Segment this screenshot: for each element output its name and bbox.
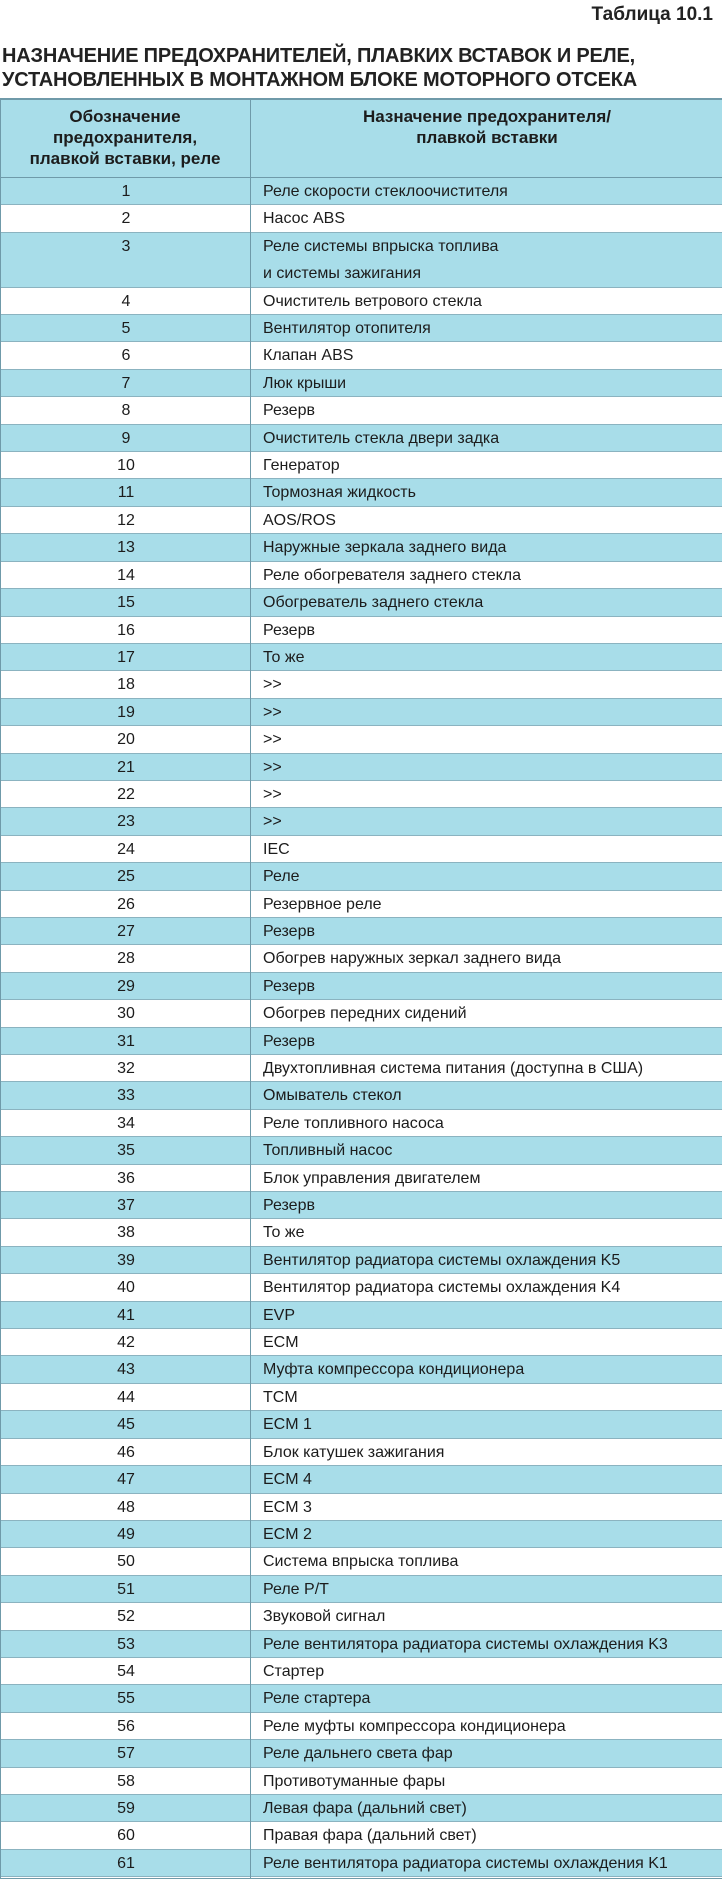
fuse-purpose: ECM 2: [263, 1525, 312, 1543]
table-row: [1, 808, 722, 835]
table-row: [1, 1137, 722, 1164]
table-row: [1, 562, 722, 589]
fuse-number: 55: [117, 1690, 135, 1708]
fuse-purpose: Вентилятор отопителя: [263, 320, 431, 338]
table-row: [1, 589, 722, 616]
fuse-number: 58: [117, 1772, 135, 1790]
fuse-number: 36: [117, 1169, 135, 1187]
table-row: [1, 534, 722, 561]
fuse-number: 35: [117, 1142, 135, 1160]
fuse-number: 3: [121, 237, 131, 255]
fuse-number: 48: [117, 1498, 135, 1516]
table-row: [1, 699, 722, 726]
fuse-purpose: >>: [263, 676, 282, 694]
title-line-1: НАЗНАЧЕНИЕ ПРЕДОХРАНИТЕЛЕЙ, ПЛАВКИХ ВСТАВОК И РЕЛЕ,: [2, 45, 635, 67]
fuse-number: 22: [117, 785, 135, 803]
table-row: [1, 836, 722, 863]
table-row: [1, 1329, 722, 1356]
table-row: [1, 1082, 722, 1109]
fuse-number: 25: [117, 868, 135, 886]
table-row: [1, 233, 722, 288]
fuse-number: 51: [117, 1580, 135, 1598]
fuse-number: 19: [117, 703, 135, 721]
table-row: [1, 1302, 722, 1329]
fuse-purpose: Реле муфты компрессора кондиционера: [263, 1717, 566, 1735]
table-row: [1, 507, 722, 534]
fuse-number: 43: [117, 1361, 135, 1379]
table-body: [1, 178, 722, 1877]
fuse-purpose: EVP: [263, 1306, 296, 1324]
fuse-purpose: Резерв: [263, 1032, 315, 1050]
fuse-number: 57: [117, 1745, 135, 1763]
table-row: [1, 973, 722, 1000]
fuse-number: 39: [117, 1251, 135, 1269]
fuse-purpose: Резерв: [263, 402, 315, 420]
fuse-number: 44: [117, 1388, 135, 1406]
fuse-purpose: Наружные зеркала заднего вида: [263, 539, 507, 557]
fuse-purpose: IEC: [263, 840, 290, 858]
fuse-number: 5: [121, 320, 131, 338]
fuse-number: 17: [117, 648, 135, 666]
table-header: [1, 98, 722, 178]
fuse-purpose: TCM: [263, 1388, 298, 1406]
table-row: [1, 671, 722, 698]
table-row: [1, 1165, 722, 1192]
fuse-purpose: Обогрев передних сидений: [263, 1005, 467, 1023]
fuse-purpose: Реле стартера: [263, 1690, 371, 1708]
fuse-purpose: >>: [263, 703, 282, 721]
fuse-number: 6: [121, 347, 131, 365]
fuse-purpose: Резерв: [263, 977, 315, 995]
fuse-purpose: >>: [263, 785, 282, 803]
fuse-number: 52: [117, 1608, 135, 1626]
fuse-purpose: Резервное реле: [263, 895, 382, 913]
table-row: [1, 1192, 722, 1219]
header-designation: [1, 106, 249, 169]
fuse-purpose: Звуковой сигнал: [263, 1608, 386, 1626]
table-row: [1, 1576, 722, 1603]
fuse-purpose: Вентилятор радиатора системы охлаждения K5: [263, 1251, 621, 1269]
table-row: [1, 1631, 722, 1658]
fuse-number: 21: [117, 758, 135, 776]
fuse-purpose: Резерв: [263, 922, 315, 940]
header-purpose: [251, 106, 723, 148]
table-row: [1, 1439, 722, 1466]
table-row: [1, 1822, 722, 1849]
fuse-number: 49: [117, 1525, 135, 1543]
fuse-purpose: То же: [263, 648, 305, 666]
fuse-purpose: Реле вентилятора радиатора системы охлаждения K1: [263, 1854, 668, 1872]
table-row: [1, 452, 722, 479]
fuse-number: 23: [117, 813, 135, 831]
fuse-purpose: Стартер: [263, 1662, 325, 1680]
table-row: [1, 1356, 722, 1383]
fuse-purpose: AOS/ROS: [263, 511, 336, 529]
fuse-purpose: Очиститель ветрового стекла: [263, 292, 482, 310]
fuse-purpose: Правая фара (дальний свет): [263, 1827, 477, 1845]
fuse-purpose: ECM 1: [263, 1416, 312, 1434]
table-row: [1, 781, 722, 808]
fuse-purpose: >>: [263, 758, 282, 776]
table-row: [1, 617, 722, 644]
table-row: [1, 1685, 722, 1712]
table-row: [1, 1768, 722, 1795]
table-row: [1, 205, 722, 232]
fuse-number: 31: [117, 1032, 135, 1050]
fuse-number: 32: [117, 1060, 135, 1078]
page-title: [2, 44, 717, 92]
fuse-number: 54: [117, 1662, 135, 1680]
table-row: [1, 1548, 722, 1575]
table-row: [1, 1713, 722, 1740]
table-row: [1, 891, 722, 918]
header-designation-line-2: предохранителя,: [52, 128, 198, 147]
fuse-number: 26: [117, 895, 135, 913]
table-row: [1, 1110, 722, 1137]
fuse-number: 38: [117, 1224, 135, 1242]
fuse-table: [0, 98, 722, 1879]
header-designation-line-3: плавкой вставки, реле: [29, 149, 221, 168]
fuse-purpose: Топливный насос: [263, 1142, 393, 1160]
fuse-purpose: Реле дальнего света фар: [263, 1745, 453, 1763]
fuse-number: 46: [117, 1443, 135, 1461]
fuse-number: 28: [117, 950, 135, 968]
fuse-purpose: Левая фара (дальний свет): [263, 1799, 467, 1817]
fuse-purpose: Противотуманные фары: [263, 1772, 446, 1790]
table-row: [1, 1274, 722, 1301]
header-designation-line-1: Обозначение: [69, 107, 181, 126]
fuse-purpose: Реле скорости стеклоочистителя: [263, 183, 508, 200]
header-purpose-line-1: Назначение предохранителя/: [362, 107, 611, 126]
table-row: [1, 397, 722, 424]
fuse-number: 37: [117, 1197, 135, 1215]
fuse-purpose: Вентилятор радиатора системы охлаждения K4: [263, 1279, 621, 1297]
fuse-number: 12: [117, 511, 135, 529]
fuse-number: 34: [117, 1114, 135, 1132]
fuse-number: 45: [117, 1416, 135, 1434]
fuse-purpose: Реле P/T: [263, 1580, 329, 1598]
fuse-number: 8: [121, 402, 131, 420]
table-row: [1, 1384, 722, 1411]
table-row: [1, 1219, 722, 1246]
fuse-number: 60: [117, 1827, 135, 1845]
fuse-number: 9: [121, 429, 131, 447]
fuse-purpose: Резерв: [263, 621, 315, 639]
fuse-number: 40: [117, 1279, 135, 1297]
fuse-purpose: Реле обогревателя заднего стекла: [263, 566, 522, 584]
fuse-number: 41: [117, 1306, 135, 1324]
table-row: [1, 1494, 722, 1521]
fuse-purpose: >>: [263, 731, 282, 749]
fuse-number: 20: [117, 731, 135, 749]
fuse-purpose: Омыватель стекол: [263, 1087, 402, 1105]
fuse-purpose: Очиститель стекла двери задка: [263, 429, 500, 447]
fuse-purpose: Реле: [263, 868, 300, 886]
table-row: [1, 1658, 722, 1685]
fuse-number: 53: [117, 1635, 135, 1653]
table-row: [1, 1850, 722, 1877]
fuse-number: 27: [117, 922, 135, 940]
fuse-number: 29: [117, 977, 135, 995]
fuse-number: 47: [117, 1471, 135, 1489]
table-row: [1, 1795, 722, 1822]
fuse-purpose: ECM: [263, 1334, 299, 1352]
fuse-purpose: Муфта компрессора кондиционера: [263, 1361, 525, 1379]
fuse-purpose: Резерв: [263, 1197, 315, 1215]
fuse-number: 30: [117, 1005, 135, 1023]
fuse-number: 13: [117, 539, 135, 557]
fuse-purpose: Блок катушек зажигания: [263, 1443, 445, 1461]
fuse-purpose: Генератор: [263, 457, 340, 475]
table-row: [1, 1603, 722, 1630]
fuse-purpose: ECM 4: [263, 1471, 312, 1489]
fuse-purpose: Реле вентилятора радиатора системы охлаждения K3: [263, 1635, 668, 1653]
table-row: [1, 370, 722, 397]
table-row: [1, 754, 722, 781]
table-row: [1, 288, 722, 315]
table-row: [1, 425, 722, 452]
table-row: [1, 342, 722, 369]
fuse-number: 2: [121, 210, 131, 228]
table-number: Таблица 10.1: [591, 4, 713, 25]
fuse-number: 15: [117, 594, 135, 612]
fuse-purpose: Насос ABS: [263, 210, 345, 228]
fuse-number: 11: [117, 484, 135, 502]
fuse-purpose: Система впрыска топлива: [263, 1553, 459, 1571]
fuse-number: 24: [117, 840, 135, 858]
fuse-number: 18: [117, 676, 135, 694]
table-row: [1, 479, 722, 506]
fuse-number: 56: [117, 1717, 135, 1735]
fuse-purpose: Реле топливного насоса: [263, 1114, 444, 1132]
table-row: [1, 1466, 722, 1493]
fuse-number: 14: [117, 566, 135, 584]
fuse-number: 4: [121, 292, 131, 310]
table-row: [1, 1028, 722, 1055]
table-row: [1, 315, 722, 342]
table-row: [1, 1411, 722, 1438]
fuse-purpose: >>: [263, 813, 282, 831]
table-row: [1, 1740, 722, 1767]
fuse-number: 61: [117, 1854, 135, 1872]
fuse-number: 42: [117, 1334, 135, 1352]
fuse-number: 7: [121, 374, 131, 392]
fuse-purpose: Клапан ABS: [263, 347, 354, 365]
fuse-purpose: То же: [263, 1224, 305, 1242]
table-row: [1, 945, 722, 972]
fuse-purpose: Блок управления двигателем: [263, 1169, 481, 1187]
title-line-2: УСТАНОВЛЕННЫХ В МОНТАЖНОМ БЛОКЕ МОТОРНОГО ОТСЕКА: [2, 69, 638, 91]
fuse-purpose: Реле системы впрыска топлива и системы зажигания: [263, 237, 499, 283]
fuse-purpose: Обогрев наружных зеркал заднего вида: [263, 950, 561, 968]
table-row: [1, 644, 722, 671]
table-row: [1, 1000, 722, 1027]
fuse-purpose: Тормозная жидкость: [263, 484, 416, 502]
table-row: [1, 918, 722, 945]
fuse-number: 1: [121, 183, 131, 200]
column-divider: [250, 98, 251, 1879]
table-row: [1, 726, 722, 753]
fuse-number: 59: [117, 1799, 135, 1817]
table-row: [1, 1247, 722, 1274]
table-row: [1, 1521, 722, 1548]
header-purpose-line-2: плавкой вставки: [416, 128, 558, 147]
fuse-purpose: ECM 3: [263, 1498, 312, 1516]
fuse-number: 33: [117, 1087, 135, 1105]
fuse-number: 10: [117, 457, 135, 475]
fuse-purpose: Обогреватель заднего стекла: [263, 594, 484, 612]
fuse-purpose: Люк крыши: [263, 374, 347, 392]
table-row: [1, 178, 722, 205]
fuse-purpose: Двухтопливная система питания (доступна в США): [263, 1060, 644, 1078]
fuse-number: 50: [117, 1553, 135, 1571]
fuse-number: 16: [117, 621, 135, 639]
table-row: [1, 863, 722, 890]
table-row: [1, 1055, 722, 1082]
